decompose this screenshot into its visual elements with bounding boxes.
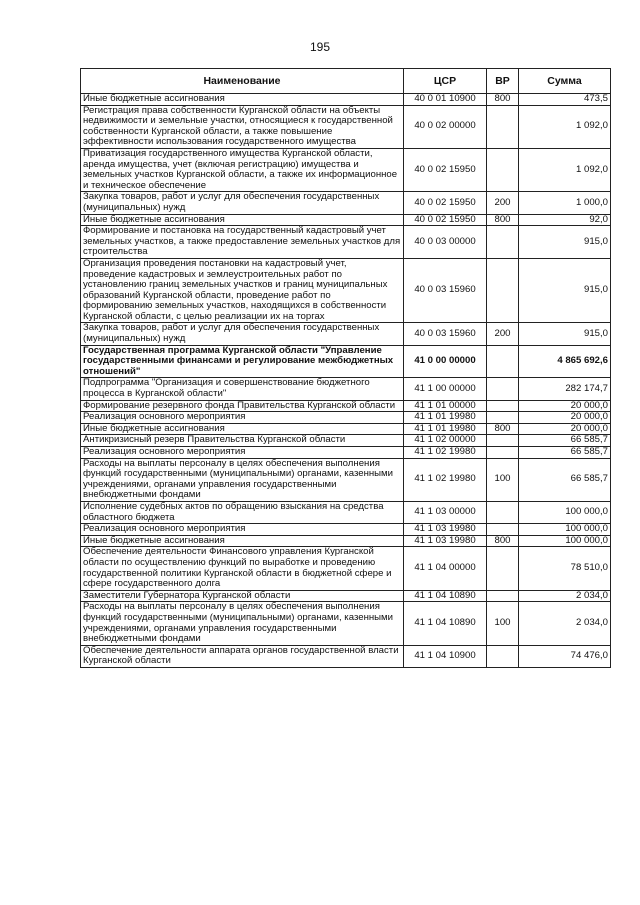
row-sum-cell: 1 000,0 xyxy=(519,192,611,214)
table-row xyxy=(81,602,611,645)
column-header-sum: Сумма xyxy=(519,69,611,94)
row-sum-cell: 66 585,7 xyxy=(519,458,611,501)
row-sum-cell: 282 174,7 xyxy=(519,378,611,400)
row-vr-cell: 200 xyxy=(487,323,519,345)
row-csr-cell: 41 1 02 19980 xyxy=(404,458,487,501)
row-sum-cell: 20 000,0 xyxy=(519,423,611,435)
row-sum-cell: 473,5 xyxy=(519,94,611,106)
row-vr-cell: 200 xyxy=(487,192,519,214)
row-csr-cell: 41 1 04 00000 xyxy=(404,547,487,590)
row-csr-cell: 41 1 02 19980 xyxy=(404,447,487,459)
row-name-cell: Расходы на выплаты персоналу в целях обеспечения выполнения функций государственными (муниципальными) органами, казенными учреждениями, органами управления государственными внебюджетными фондами xyxy=(81,458,404,501)
row-vr-cell xyxy=(487,345,519,378)
row-name-cell: Расходы на выплаты персоналу в целях обеспечения выполнения функций государственными (муниципальными) органами, казенными учреждениями, органами управления государственными внебюджетными фондами xyxy=(81,602,404,645)
row-vr-cell xyxy=(487,148,519,191)
row-csr-cell: 41 1 01 00000 xyxy=(404,400,487,412)
row-vr-cell xyxy=(487,412,519,424)
row-sum-cell: 100 000,0 xyxy=(519,501,611,523)
column-header-vr: ВР xyxy=(487,69,519,94)
row-vr-cell xyxy=(487,447,519,459)
row-sum-cell: 915,0 xyxy=(519,258,611,323)
table-row xyxy=(81,645,611,667)
row-name-cell: Закупка товаров, работ и услуг для обеспечения государственных (муниципальных) нужд xyxy=(81,323,404,345)
row-sum-cell: 1 092,0 xyxy=(519,105,611,148)
row-sum-cell: 92,0 xyxy=(519,214,611,226)
row-vr-cell xyxy=(487,378,519,400)
row-name-cell: Обеспечение деятельности аппарата органов государственной власти Курганской области xyxy=(81,645,404,667)
row-csr-cell: 40 0 02 15950 xyxy=(404,214,487,226)
table-row xyxy=(81,345,611,378)
row-sum-cell: 915,0 xyxy=(519,226,611,259)
row-csr-cell: 41 1 04 10900 xyxy=(404,645,487,667)
row-sum-cell: 1 092,0 xyxy=(519,148,611,191)
row-csr-cell: 41 1 03 19980 xyxy=(404,524,487,536)
table-row xyxy=(81,590,611,602)
row-name-cell: Реализация основного мероприятия xyxy=(81,412,404,424)
row-name-cell: Обеспечение деятельности Финансового управления Курганской области по осуществлению функций по выработке и проведению государственной политики Курганской области в бюджетной сфере и сфере государственного долга xyxy=(81,547,404,590)
budget-table xyxy=(80,68,611,668)
row-name-cell: Формирование резервного фонда Правительства Курганской области xyxy=(81,400,404,412)
row-vr-cell xyxy=(487,547,519,590)
row-sum-cell: 78 510,0 xyxy=(519,547,611,590)
row-csr-cell: 41 1 01 19980 xyxy=(404,423,487,435)
row-name-cell: Иные бюджетные ассигнования xyxy=(81,214,404,226)
page-number: 195 xyxy=(309,40,331,54)
table-row xyxy=(81,105,611,148)
row-name-cell: Регистрация права собственности Курганской области на объекты недвижимости и земельные участки, относящиеся к государственной собственности Курганской области, а также повышение эффективности использования государственного имущества xyxy=(81,105,404,148)
table-row xyxy=(81,535,611,547)
row-vr-cell xyxy=(487,258,519,323)
row-vr-cell xyxy=(487,435,519,447)
row-vr-cell xyxy=(487,524,519,536)
row-sum-cell: 100 000,0 xyxy=(519,535,611,547)
table-row xyxy=(81,258,611,323)
row-name-cell: Формирование и постановка на государственный кадастровый учет земельных участков, а также предоставление земельных участков для строительства xyxy=(81,226,404,259)
table-row xyxy=(81,214,611,226)
row-sum-cell: 66 585,7 xyxy=(519,435,611,447)
row-csr-cell: 40 0 02 15950 xyxy=(404,148,487,191)
row-vr-cell xyxy=(487,590,519,602)
row-vr-cell xyxy=(487,501,519,523)
row-csr-cell: 41 1 04 10890 xyxy=(404,602,487,645)
table-row xyxy=(81,226,611,259)
table-row xyxy=(81,501,611,523)
row-sum-cell: 20 000,0 xyxy=(519,400,611,412)
column-header-csr: ЦСР xyxy=(404,69,487,94)
row-vr-cell xyxy=(487,400,519,412)
row-name-cell: Организация проведения постановки на кадастровый учет, проведение кадастровых и землеустроительных работ по установлению границ земельных участков и границ муниципальных образований Курганской области, проведение работ по формированию земельных участков, находящихся в собственности Курганской области, с целью реализации их на торгах xyxy=(81,258,404,323)
row-vr-cell xyxy=(487,105,519,148)
row-vr-cell: 100 xyxy=(487,602,519,645)
row-name-cell: Подпрограмма "Организация и совершенствование бюджетного процесса в Курганской области" xyxy=(81,378,404,400)
table-row xyxy=(81,378,611,400)
row-csr-cell: 41 1 01 19980 xyxy=(404,412,487,424)
table-row xyxy=(81,94,611,106)
table-row xyxy=(81,435,611,447)
table-row xyxy=(81,458,611,501)
row-name-cell: Реализация основного мероприятия xyxy=(81,447,404,459)
row-csr-cell: 40 0 03 15960 xyxy=(404,323,487,345)
row-sum-cell: 2 034,0 xyxy=(519,602,611,645)
row-name-cell: Исполнение судебных актов по обращению взыскания на средства областного бюджета xyxy=(81,501,404,523)
table-body xyxy=(81,94,611,668)
row-csr-cell: 41 0 00 00000 xyxy=(404,345,487,378)
row-sum-cell: 4 865 692,6 xyxy=(519,345,611,378)
row-name-cell: Государственная программа Курганской области "Управление государственными финансами и регулирование межбюджетных отношений" xyxy=(81,345,404,378)
row-vr-cell: 800 xyxy=(487,535,519,547)
row-csr-cell: 40 0 02 00000 xyxy=(404,105,487,148)
row-vr-cell: 800 xyxy=(487,423,519,435)
row-vr-cell xyxy=(487,226,519,259)
row-csr-cell: 41 1 04 10890 xyxy=(404,590,487,602)
row-csr-cell: 41 1 03 00000 xyxy=(404,501,487,523)
table-row xyxy=(81,192,611,214)
table-row xyxy=(81,547,611,590)
column-header-name: Наименование xyxy=(81,69,404,94)
row-name-cell: Приватизация государственного имущества Курганской области, аренда имущества, учет (включая регистрацию) имущества и земельных участков Курганской области, а также их информационное и техническое обеспечение xyxy=(81,148,404,191)
row-csr-cell: 40 0 03 00000 xyxy=(404,226,487,259)
table-row xyxy=(81,148,611,191)
row-name-cell: Иные бюджетные ассигнования xyxy=(81,535,404,547)
table-header-row xyxy=(81,69,611,94)
row-vr-cell xyxy=(487,645,519,667)
row-sum-cell: 66 585,7 xyxy=(519,447,611,459)
row-vr-cell: 800 xyxy=(487,94,519,106)
row-csr-cell: 40 0 01 10900 xyxy=(404,94,487,106)
row-sum-cell: 2 034,0 xyxy=(519,590,611,602)
row-name-cell: Иные бюджетные ассигнования xyxy=(81,94,404,106)
row-name-cell: Реализация основного мероприятия xyxy=(81,524,404,536)
row-sum-cell: 915,0 xyxy=(519,323,611,345)
row-csr-cell: 41 1 02 00000 xyxy=(404,435,487,447)
row-csr-cell: 41 1 00 00000 xyxy=(404,378,487,400)
row-sum-cell: 74 476,0 xyxy=(519,645,611,667)
row-name-cell: Заместители Губернатора Курганской области xyxy=(81,590,404,602)
table-row xyxy=(81,412,611,424)
row-name-cell: Закупка товаров, работ и услуг для обеспечения государственных (муниципальных) нужд xyxy=(81,192,404,214)
table-row xyxy=(81,447,611,459)
row-vr-cell: 100 xyxy=(487,458,519,501)
row-vr-cell: 800 xyxy=(487,214,519,226)
row-sum-cell: 20 000,0 xyxy=(519,412,611,424)
row-sum-cell: 100 000,0 xyxy=(519,524,611,536)
row-name-cell: Антикризисный резерв Правительства Курганской области xyxy=(81,435,404,447)
table-row xyxy=(81,423,611,435)
row-csr-cell: 40 0 02 15950 xyxy=(404,192,487,214)
row-csr-cell: 41 1 03 19980 xyxy=(404,535,487,547)
row-csr-cell: 40 0 03 15960 xyxy=(404,258,487,323)
table-row xyxy=(81,323,611,345)
row-name-cell: Иные бюджетные ассигнования xyxy=(81,423,404,435)
table-row xyxy=(81,400,611,412)
table-row xyxy=(81,524,611,536)
